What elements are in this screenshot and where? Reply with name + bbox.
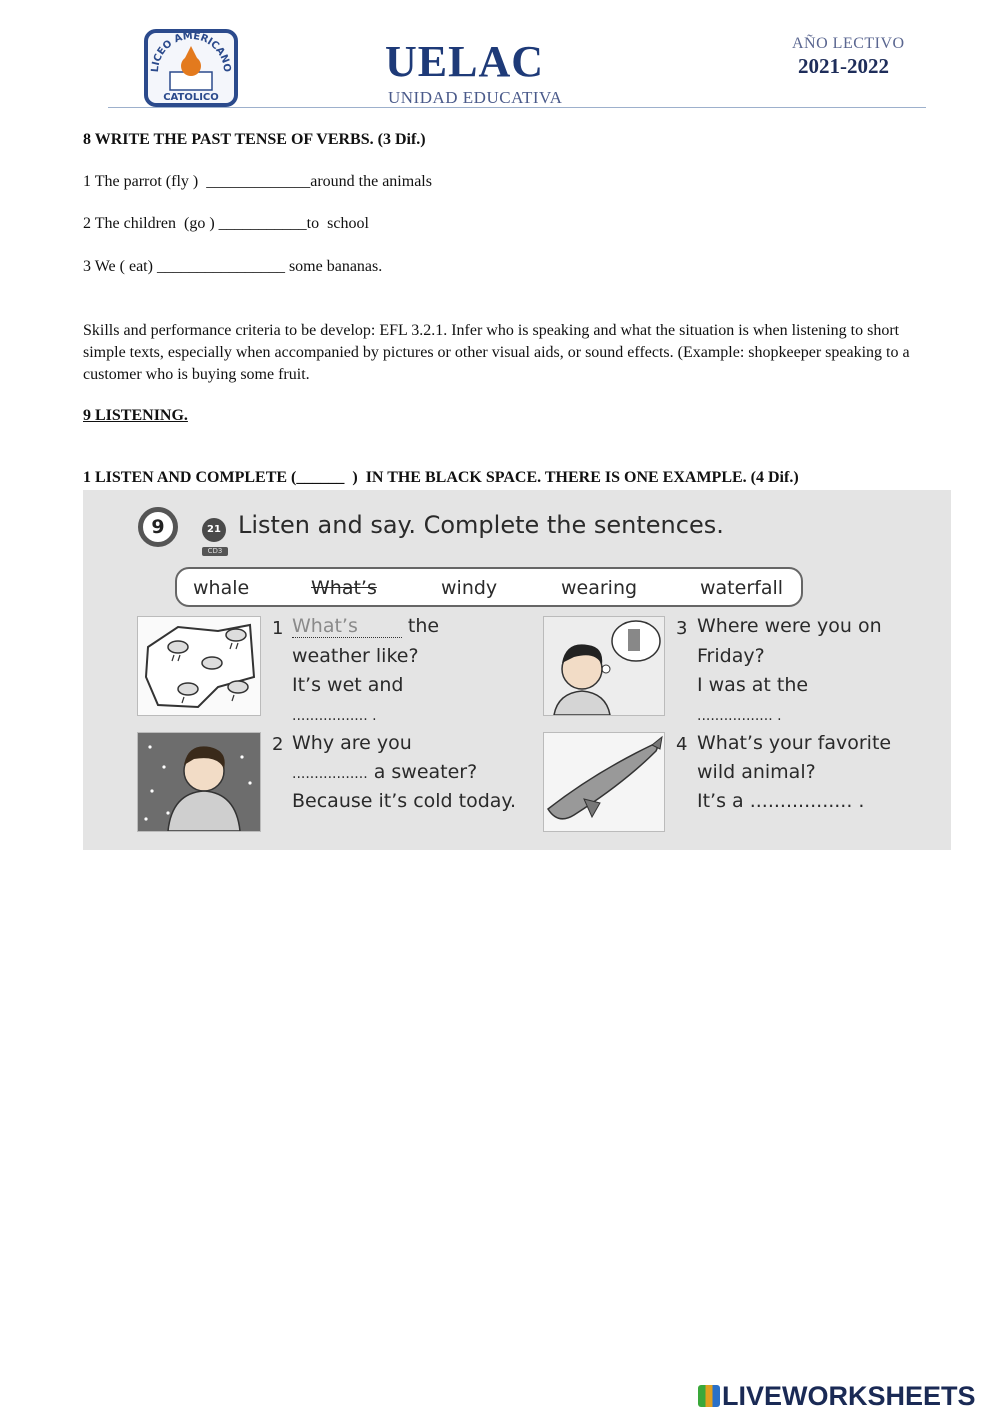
item-3-line-2: Friday?: [697, 645, 765, 667]
logo-top-text: LICEO AMERICANO: [149, 30, 233, 73]
item-1-number: 1: [272, 618, 284, 639]
skills-criteria: Skills and performance criteria to be develop: EFL 3.2.1. Infer who is speaking and what the situation is when listening to short simple texts, especially when accompanied by pictures or other visual aids, or sound effects. (Example: shopkeeper speaking to a customer who is buying some fruit.: [83, 322, 910, 383]
item-1-example-answer: What’s: [292, 615, 402, 638]
liveworksheets-logo: [698, 1381, 976, 1411]
sentence-1: 1 The parrot (fly ) _____________around the animals: [83, 173, 432, 190]
year-value: 2021-2022: [798, 54, 889, 78]
item-1-line-3: It’s wet and: [292, 674, 404, 696]
exercise-number: 9: [138, 507, 178, 547]
item-1-line-1-after: the: [401, 615, 440, 637]
item-2-blank[interactable]: .................: [292, 766, 368, 782]
section8-heading: 8 WRITE THE PAST TENSE OF VERBS. (3 Dif.): [83, 131, 426, 148]
item-2-line-2: [292, 758, 477, 789]
whale-icon: [543, 732, 665, 832]
item-1-line-1: [292, 612, 439, 641]
school-logo: [142, 28, 240, 108]
watermark-text: LIVEWORKSHEETS: [722, 1381, 976, 1411]
item-2-number: 2: [272, 734, 284, 755]
item-2-line-1: Why are you: [292, 732, 412, 754]
listening-instruction: 1 LISTEN AND COMPLETE (______ ) IN THE BLACK SPACE. THERE IS ONE EXAMPLE. (4 Dif.): [83, 469, 799, 486]
word-waterfall: waterfall: [700, 577, 784, 599]
school-subtitle: UNIDAD EDUCATIVA: [388, 88, 563, 107]
word-whale: whale: [193, 577, 250, 599]
sentence-2: 2 The children (go ) ___________to school: [83, 215, 369, 232]
header-divider: [108, 107, 926, 108]
section9-heading: 9 LISTENING.: [83, 407, 188, 424]
item-3-line-1: Where were you on: [697, 615, 882, 637]
word-wearing: wearing: [561, 577, 638, 599]
word-windy: windy: [441, 577, 498, 599]
item-4-line-2: wild animal?: [697, 761, 816, 783]
item-1-blank[interactable]: ................. .: [292, 708, 377, 724]
sentence-3: 3 We ( eat) ________________ some bananas.: [83, 258, 383, 275]
logo-bottom-text: CATOLICO: [163, 92, 219, 103]
item-3-number: 3: [676, 618, 688, 639]
item-3-line-3: I was at the: [697, 674, 809, 696]
item-4-line-3[interactable]: It’s a ................. .: [697, 790, 865, 812]
item-4-number: 4: [676, 734, 688, 755]
item-2-line-2-after: a sweater?: [367, 761, 478, 783]
item-3-blank[interactable]: ................. .: [697, 708, 782, 724]
item-2-line-3: Because it’s cold today.: [292, 790, 516, 812]
exercise-instruction: Listen and say. Complete the sentences.: [238, 511, 724, 539]
map-weather-icon: [137, 616, 261, 716]
cd-label: CD3: [202, 547, 228, 556]
word-whats-crossed: What’s: [311, 577, 377, 599]
liveworksheets-icon: [698, 1385, 720, 1407]
year-label: AÑO LECTIVO: [792, 35, 905, 52]
school-title: UELAC: [385, 37, 545, 86]
item-4-line-1: What’s your favorite: [697, 732, 892, 754]
audio-icon[interactable]: 21: [202, 518, 226, 542]
boy-thinking-icon: [543, 616, 665, 716]
boy-sweater-icon: [137, 732, 261, 832]
item-1-line-2: weather like?: [292, 645, 419, 667]
